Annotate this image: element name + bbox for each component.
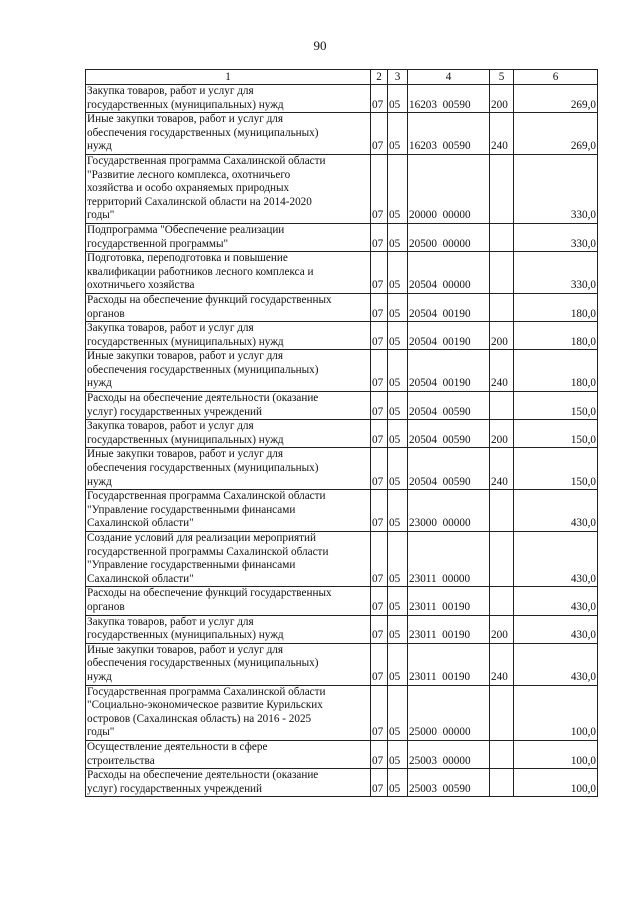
target-article-cell: 25000 00000 (408, 685, 490, 740)
description-cell: Подготовка, переподготовка и повышение квалификации работников лесного комплекса и охотничьего хозяйства (86, 252, 371, 294)
subsection-cell: 05 (388, 587, 408, 615)
expense-type-cell (490, 223, 514, 251)
subsection-cell: 05 (388, 615, 408, 643)
subsection-cell: 05 (388, 322, 408, 350)
subsection-cell: 05 (388, 350, 408, 392)
description-cell: Расходы на обеспечение функций государственных органов (86, 293, 371, 321)
description-cell: Государственная программа Сахалинской области "Управление государственными финансами Сахалинской области" (86, 490, 371, 532)
description-cell: Закупка товаров, работ и услуг для государственных (муниципальных) нужд (86, 322, 371, 350)
target-article-cell: 20504 00590 (408, 448, 490, 490)
section-cell: 07 (371, 740, 388, 768)
description-cell: Закупка товаров, работ и услуг для государственных (муниципальных) нужд (86, 420, 371, 448)
table-row (86, 293, 598, 321)
amount-cell: 330,0 (514, 223, 598, 251)
budget-table (85, 69, 598, 797)
target-article-cell: 23000 00000 (408, 490, 490, 532)
section-cell: 07 (371, 448, 388, 490)
table-row (86, 85, 598, 113)
description-cell: Закупка товаров, работ и услуг для государственных (муниципальных) нужд (86, 85, 371, 113)
table-row (86, 154, 598, 223)
table-row (86, 252, 598, 294)
table-row (86, 350, 598, 392)
amount-cell: 430,0 (514, 490, 598, 532)
target-article-cell: 23011 00190 (408, 587, 490, 615)
expense-type-cell: 240 (490, 350, 514, 392)
section-cell: 07 (371, 490, 388, 532)
amount-cell: 430,0 (514, 643, 598, 685)
expense-type-cell: 200 (490, 420, 514, 448)
subsection-cell: 05 (388, 643, 408, 685)
subsection-cell: 05 (388, 113, 408, 155)
target-article-cell: 20504 00190 (408, 322, 490, 350)
description-cell: Иные закупки товаров, работ и услуг для обеспечения государственных (муниципальных) нужд (86, 350, 371, 392)
section-cell: 07 (371, 420, 388, 448)
budget-table-body (86, 70, 598, 797)
section-cell: 07 (371, 322, 388, 350)
description-cell: Расходы на обеспечение деятельности (оказание услуг) государственных учреждений (86, 769, 371, 797)
target-article-cell: 20504 00000 (408, 252, 490, 294)
target-article-cell: 20504 00590 (408, 392, 490, 420)
amount-cell: 430,0 (514, 587, 598, 615)
table-row (86, 223, 598, 251)
section-cell: 07 (371, 350, 388, 392)
table-row (86, 685, 598, 740)
section-cell: 07 (371, 769, 388, 797)
section-cell: 07 (371, 615, 388, 643)
subsection-cell: 05 (388, 532, 408, 587)
table-row (86, 322, 598, 350)
description-cell: Осуществление деятельности в сфере строительства (86, 740, 371, 768)
amount-cell: 330,0 (514, 154, 598, 223)
subsection-cell: 05 (388, 740, 408, 768)
expense-type-cell (490, 685, 514, 740)
amount-cell: 150,0 (514, 392, 598, 420)
description-cell: Иные закупки товаров, работ и услуг для обеспечения государственных (муниципальных) нужд (86, 448, 371, 490)
target-article-cell: 23011 00000 (408, 532, 490, 587)
section-cell: 07 (371, 223, 388, 251)
amount-cell: 180,0 (514, 322, 598, 350)
table-row (86, 420, 598, 448)
target-article-cell: 25003 00000 (408, 740, 490, 768)
table-row (86, 740, 598, 768)
section-cell: 07 (371, 643, 388, 685)
table-row (86, 490, 598, 532)
subsection-cell: 05 (388, 293, 408, 321)
amount-cell: 100,0 (514, 685, 598, 740)
table-row (86, 392, 598, 420)
table-row (86, 615, 598, 643)
section-cell: 07 (371, 113, 388, 155)
subsection-cell: 05 (388, 85, 408, 113)
section-cell: 07 (371, 532, 388, 587)
expense-type-cell (490, 532, 514, 587)
header-cell-1: 1 (86, 70, 371, 85)
header-cell-2: 2 (371, 70, 388, 85)
subsection-cell: 05 (388, 223, 408, 251)
expense-type-cell (490, 769, 514, 797)
amount-cell: 150,0 (514, 448, 598, 490)
subsection-cell: 05 (388, 448, 408, 490)
section-cell: 07 (371, 85, 388, 113)
section-cell: 07 (371, 293, 388, 321)
subsection-cell: 05 (388, 420, 408, 448)
subsection-cell: 05 (388, 252, 408, 294)
section-cell: 07 (371, 154, 388, 223)
description-cell: Государственная программа Сахалинской области "Социально-экономическое развитие Курильских островов (Сахалинская область) на 2016 - 2025 годы" (86, 685, 371, 740)
table-row (86, 643, 598, 685)
header-cell-5: 5 (490, 70, 514, 85)
expense-type-cell (490, 587, 514, 615)
expense-type-cell: 240 (490, 113, 514, 155)
expense-type-cell (490, 740, 514, 768)
target-article-cell: 20504 00190 (408, 350, 490, 392)
expense-type-cell: 200 (490, 322, 514, 350)
subsection-cell: 05 (388, 154, 408, 223)
table-header-row (86, 70, 598, 85)
section-cell: 07 (371, 587, 388, 615)
amount-cell: 430,0 (514, 532, 598, 587)
target-article-cell: 20000 00000 (408, 154, 490, 223)
table-row (86, 448, 598, 490)
target-article-cell: 20500 00000 (408, 223, 490, 251)
description-cell: Закупка товаров, работ и услуг для государственных (муниципальных) нужд (86, 615, 371, 643)
amount-cell: 150,0 (514, 420, 598, 448)
target-article-cell: 20504 00590 (408, 420, 490, 448)
subsection-cell: 05 (388, 769, 408, 797)
section-cell: 07 (371, 252, 388, 294)
description-cell: Расходы на обеспечение функций государственных органов (86, 587, 371, 615)
section-cell: 07 (371, 392, 388, 420)
description-cell: Иные закупки товаров, работ и услуг для обеспечения государственных (муниципальных) нужд (86, 113, 371, 155)
description-cell: Иные закупки товаров, работ и услуг для обеспечения государственных (муниципальных) нужд (86, 643, 371, 685)
expense-type-cell: 200 (490, 85, 514, 113)
amount-cell: 100,0 (514, 769, 598, 797)
target-article-cell: 25003 00590 (408, 769, 490, 797)
expense-type-cell (490, 490, 514, 532)
target-article-cell: 20504 00190 (408, 293, 490, 321)
section-cell: 07 (371, 685, 388, 740)
expense-type-cell (490, 252, 514, 294)
description-cell: Создание условий для реализации мероприятий государственной программы Сахалинской области "Управление государственными финансами Сахалинской области" (86, 532, 371, 587)
expense-type-cell: 240 (490, 448, 514, 490)
amount-cell: 430,0 (514, 615, 598, 643)
subsection-cell: 05 (388, 392, 408, 420)
target-article-cell: 23011 00190 (408, 615, 490, 643)
expense-type-cell: 240 (490, 643, 514, 685)
expense-type-cell (490, 392, 514, 420)
description-cell: Подпрограмма "Обеспечение реализации государственной программы" (86, 223, 371, 251)
expense-type-cell: 200 (490, 615, 514, 643)
description-cell: Государственная программа Сахалинской области "Развитие лесного комплекса, охотничьего хозяйства и особо охраняемых природных территорий Сахалинской области на 2014-2020 годы" (86, 154, 371, 223)
page-number: 90 (313, 38, 327, 53)
amount-cell: 330,0 (514, 252, 598, 294)
subsection-cell: 05 (388, 685, 408, 740)
table-row (86, 113, 598, 155)
expense-type-cell (490, 293, 514, 321)
amount-cell: 269,0 (514, 85, 598, 113)
table-row (86, 587, 598, 615)
expense-type-cell (490, 154, 514, 223)
amount-cell: 180,0 (514, 293, 598, 321)
header-cell-3: 3 (388, 70, 408, 85)
header-cell-6: 6 (514, 70, 598, 85)
header-cell-4: 4 (408, 70, 490, 85)
subsection-cell: 05 (388, 490, 408, 532)
target-article-cell: 16203 00590 (408, 85, 490, 113)
target-article-cell: 23011 00190 (408, 643, 490, 685)
amount-cell: 269,0 (514, 113, 598, 155)
description-cell: Расходы на обеспечение деятельности (оказание услуг) государственных учреждений (86, 392, 371, 420)
table-row (86, 769, 598, 797)
amount-cell: 100,0 (514, 740, 598, 768)
target-article-cell: 16203 00590 (408, 113, 490, 155)
table-row (86, 532, 598, 587)
amount-cell: 180,0 (514, 350, 598, 392)
